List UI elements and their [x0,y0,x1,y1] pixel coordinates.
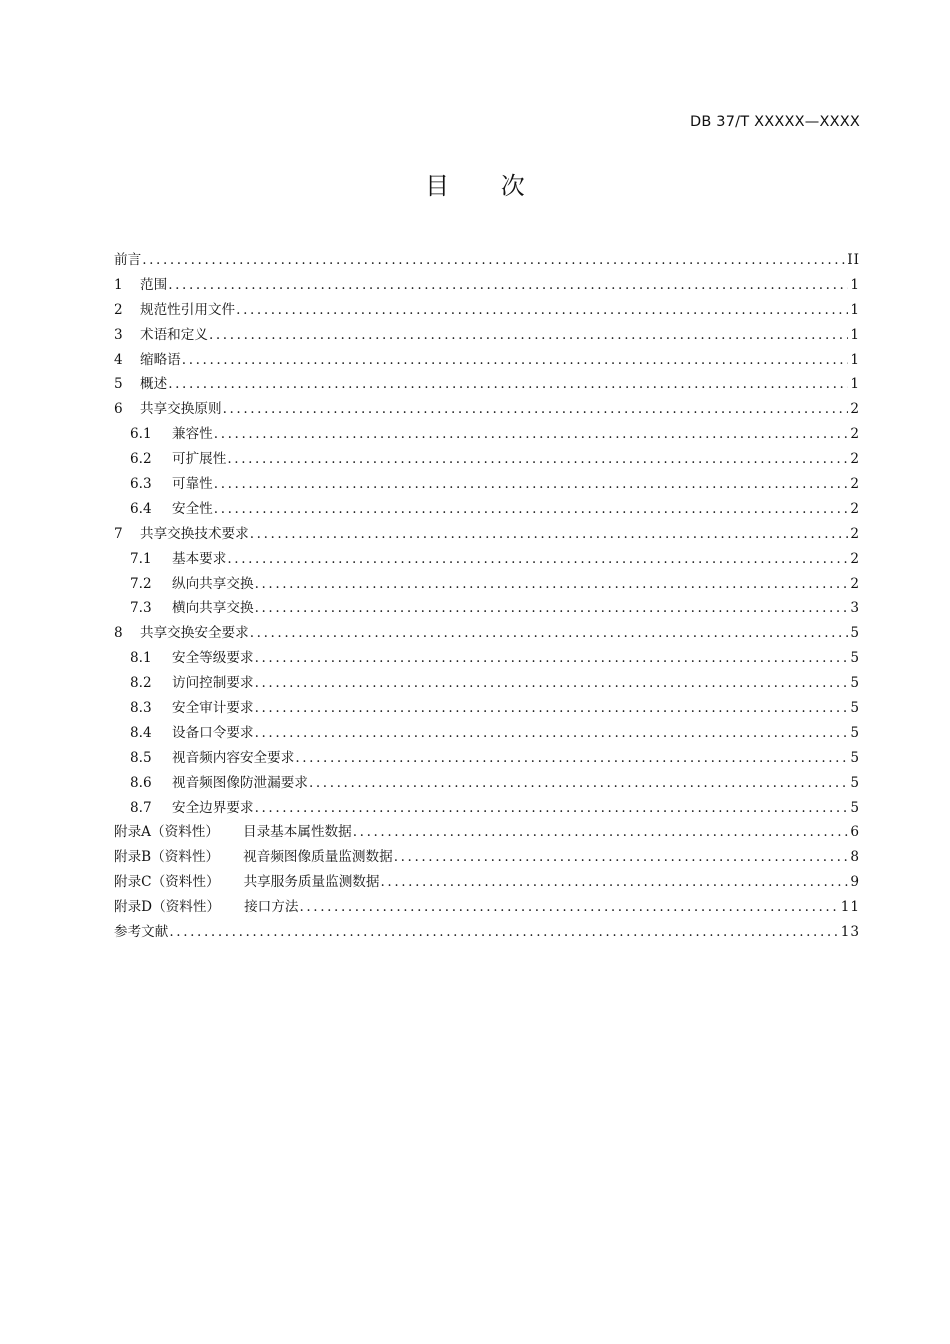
toc-entry[interactable] [114,547,860,572]
toc-entry[interactable] [114,820,860,845]
toc-entry[interactable] [114,721,860,746]
toc-entry[interactable] [114,348,860,373]
toc-page-number: 3 [850,600,860,617]
toc-entry[interactable] [114,671,860,696]
toc-entry-title: 共享服务质量监测数据 [243,874,380,891]
toc-entry-number: 8.1 [130,650,152,667]
toc-page-number: 5 [850,774,860,791]
toc-dot-leader [223,401,849,417]
toc-entry[interactable] [114,746,860,771]
toc-dot-leader [168,376,848,392]
toc-page-number: 9 [850,874,860,891]
toc-entry[interactable] [114,696,860,721]
toc-dot-leader [209,327,848,343]
toc-page-number: 2 [850,426,860,443]
toc-page-number: 2 [850,525,860,542]
toc-entry-number: 7.1 [130,550,152,567]
toc-entry-title: 访问控制要求 [172,675,254,692]
toc-page-number: 1 [850,376,860,393]
toc-entry[interactable] [114,596,860,621]
toc-entry[interactable] [114,422,860,447]
toc-dot-leader [236,302,848,318]
toc-entry[interactable] [114,497,860,522]
toc-entry-title: 纵向共享交换 [172,575,254,592]
toc-entry-number: 8.4 [130,724,152,741]
toc-entry[interactable] [114,472,860,497]
toc-dot-leader [353,824,849,840]
toc-entry-number: 7 [114,525,123,542]
toc-entry-number: 8.3 [130,700,152,717]
toc-dot-leader [295,750,848,766]
toc-entry[interactable] [114,572,860,597]
toc-entry-title: 可扩展性 [172,451,227,468]
toc-entry-title: 设备口令要求 [172,724,254,741]
toc-page-number: 6 [850,824,860,841]
toc-entry[interactable] [114,621,860,646]
toc-page-number: 5 [850,724,860,741]
toc-entry-number: 6.3 [130,476,152,493]
toc-dot-leader [250,526,849,542]
toc-entry[interactable] [114,248,860,273]
toc-entry-title: 共享交换安全要求 [140,625,249,642]
toc-page-number: 1 [850,276,860,293]
toc-dot-leader [255,675,849,691]
toc-entry-title: 安全等级要求 [172,650,254,667]
toc-entry-number: 8.7 [130,799,152,816]
toc-dot-leader [214,476,849,492]
toc-entry[interactable] [114,397,860,422]
toc-page-number: 1 [850,351,860,368]
toc-page-number: 2 [850,451,860,468]
table-of-contents [114,248,860,945]
toc-dot-leader [255,600,849,616]
toc-page-number: 2 [850,575,860,592]
toc-dot-leader [255,700,849,716]
toc-entry-title: 范围 [140,276,168,293]
toc-entry[interactable] [114,273,860,298]
toc-entry-number: 4 [114,351,123,368]
toc-entry[interactable] [114,870,860,895]
toc-page-number: 5 [850,625,860,642]
toc-page-number: 5 [850,650,860,667]
toc-entry-title: 概述 [140,376,168,393]
toc-dot-leader [255,576,849,592]
toc-entry-title: 共享交换技术要求 [140,525,249,542]
toc-entry-number: 6.2 [130,451,152,468]
toc-page-number: 1 [850,326,860,343]
toc-page-number: 5 [850,675,860,692]
toc-page-number: 11 [840,899,860,916]
toc-entry[interactable] [114,323,860,348]
toc-dot-leader [255,725,849,741]
toc-dot-leader [227,451,848,467]
toc-entry-number: 7.3 [130,600,152,617]
toc-entry-title: 共享交换原则 [140,401,222,418]
toc-entry-title: 安全边界要求 [172,799,254,816]
toc-entry-number: 8.5 [130,749,152,766]
toc-entry-title: 基本要求 [172,550,227,567]
toc-page-number: 5 [850,749,860,766]
toc-dot-leader [394,849,849,865]
toc-dot-leader [381,874,849,890]
toc-page-number: 13 [840,924,860,941]
toc-entry-title: 目录基本属性数据 [242,824,352,841]
toc-page-number: 2 [850,500,860,517]
toc-dot-leader [255,800,849,816]
toc-page-number: 1 [850,301,860,318]
toc-dot-leader [227,551,848,567]
toc-dot-leader [182,352,849,368]
toc-dot-leader [250,625,849,641]
toc-entry-title: 横向共享交换 [172,600,254,617]
toc-appendix-label: 附录B（资料性） [114,849,220,866]
toc-entry-title: 安全性 [172,500,213,517]
toc-entry-title: 接口方法 [244,899,299,916]
toc-title: 目 次 [425,172,547,200]
toc-dot-leader [255,650,849,666]
toc-entry-number: 3 [114,326,123,343]
toc-entry[interactable] [114,920,860,945]
toc-page-number: 2 [850,401,860,418]
toc-dot-leader [142,252,845,268]
toc-entry-number: 6.1 [130,426,152,443]
toc-entry[interactable] [114,771,860,796]
toc-entry[interactable] [114,845,860,870]
toc-entry-title: 前言 [114,252,142,268]
toc-dot-leader [214,501,849,517]
toc-entry-number: 1 [114,276,123,293]
toc-dot-leader [299,899,838,915]
toc-entry-number: 2 [114,301,123,318]
toc-page-number: 5 [850,799,860,816]
toc-entry-title: 术语和定义 [140,326,208,343]
toc-page-number: 2 [850,550,860,567]
toc-entry-number: 8.2 [130,675,152,692]
toc-entry-title: 参考文献 [114,924,169,941]
toc-appendix-label: 附录A（资料性） [114,824,219,841]
toc-appendix-label: 附录D（资料性） [114,899,221,916]
toc-dot-leader [214,426,849,442]
toc-entry-number: 8.6 [130,774,152,791]
toc-entry[interactable] [114,372,860,397]
toc-entry-title: 视音频图像质量监测数据 [243,849,393,866]
toc-dot-leader [309,775,848,791]
toc-page-number: 5 [850,700,860,717]
toc-entry-number: 6.4 [130,500,152,517]
toc-entry-title: 可靠性 [172,476,213,493]
toc-entry[interactable] [114,522,860,547]
toc-entry-title: 缩略语 [140,351,181,368]
toc-entry-number: 8 [114,625,123,642]
toc-dot-leader [168,277,848,293]
toc-page-number: 2 [850,476,860,493]
toc-entry-title: 规范性引用文件 [140,301,236,318]
toc-dot-leader [169,924,838,940]
toc-entry[interactable] [114,447,860,472]
toc-entry[interactable] [114,298,860,323]
toc-entry[interactable] [114,646,860,671]
toc-entry-title: 视音频图像防泄漏要求 [172,774,308,791]
toc-entry-number: 6 [114,401,123,418]
toc-entry[interactable] [114,796,860,821]
toc-entry-title: 兼容性 [172,426,213,443]
toc-entry-number: 5 [114,376,123,393]
toc-page-number: II [847,252,860,268]
toc-entry[interactable] [114,895,860,920]
toc-page-number: 8 [850,849,860,866]
toc-appendix-label: 附录C（资料性） [114,874,220,891]
toc-entry-title: 视音频内容安全要求 [172,749,295,766]
standard-code: DB 37/T XXXXX—XXXX [689,114,860,130]
toc-entry-title: 安全审计要求 [172,700,254,717]
toc-entry-number: 7.2 [130,575,152,592]
